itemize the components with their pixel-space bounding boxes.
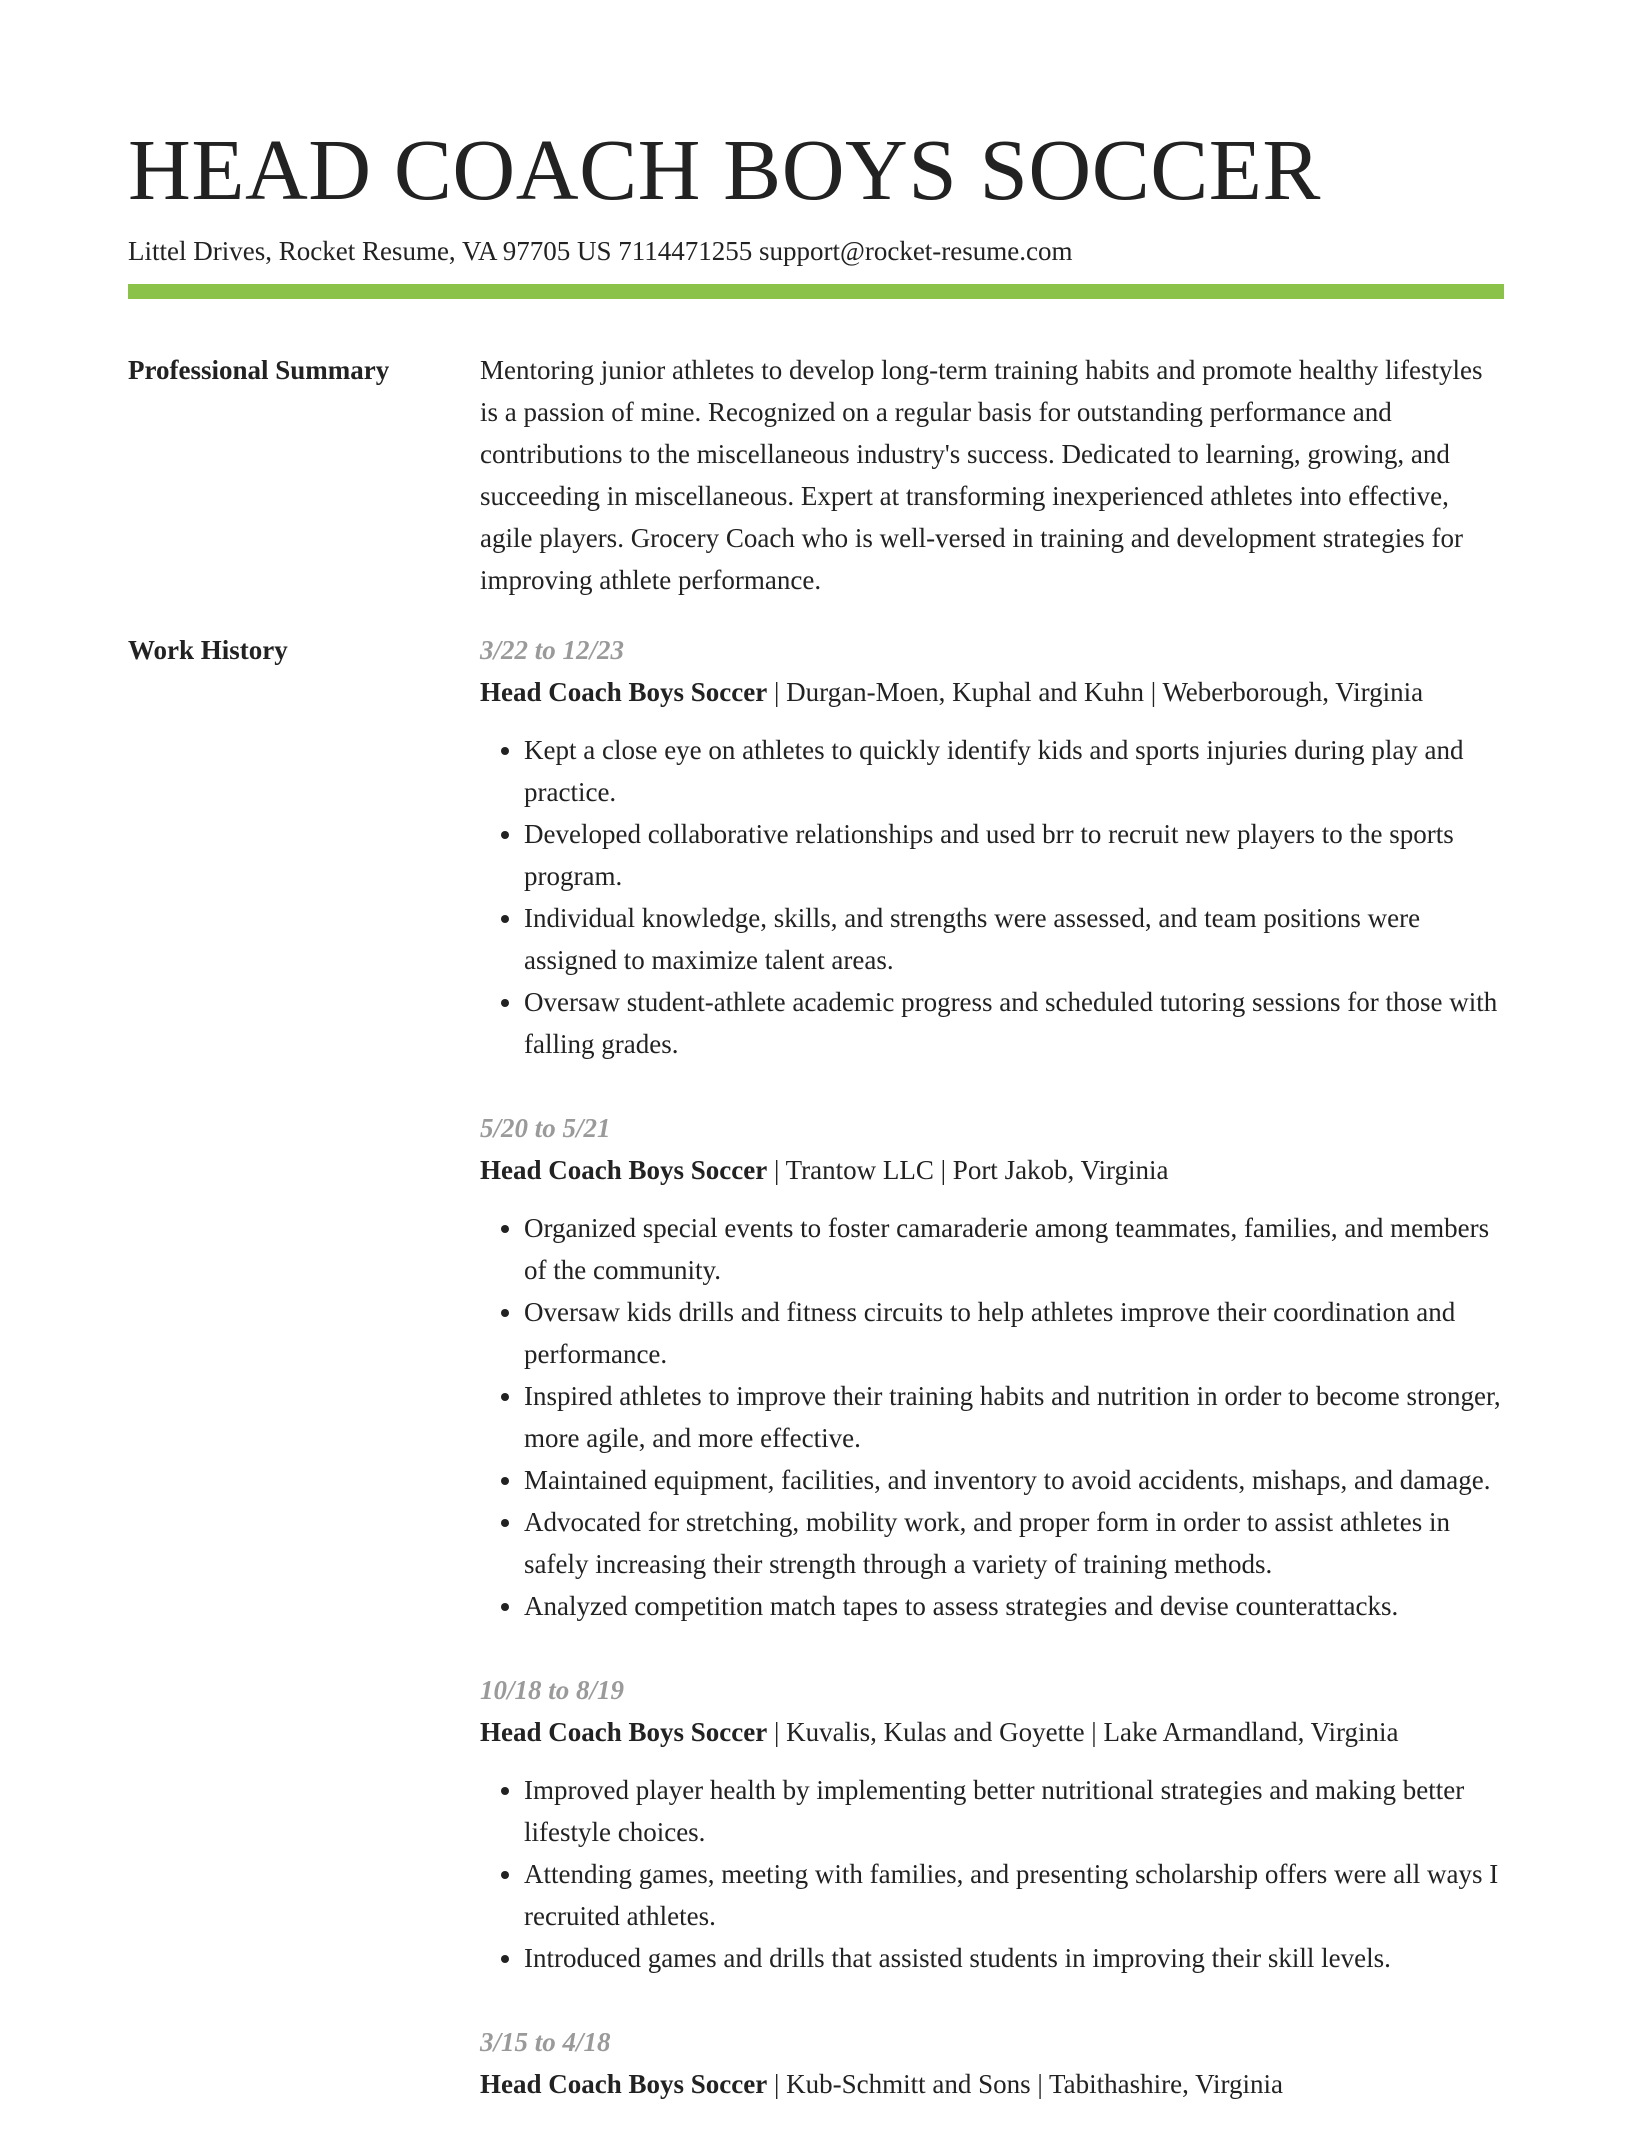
accent-divider [128,284,1504,299]
job-entry [480,2021,1504,2105]
job-duty: • Improved player health by implementing better nutritional strategies and making better lifestyle choices. [524,1769,1504,1853]
work-history-section [128,629,1504,2147]
job-title: Head Coach Boys Soccer [480,1717,768,1747]
job-dates: 3/22 to 12/23 [480,635,625,665]
job-duties-list [480,1769,1504,1979]
job-title: Head Coach Boys Soccer [480,1155,768,1185]
job-duty: • Individual knowledge, skills, and strengths were assessed, and team positions were assigned to maximize talent areas. [524,897,1504,981]
job-duty: • Inspired athletes to improve their training habits and nutrition in order to become stronger, more agile, and more effective. [524,1375,1504,1459]
job-duty: • Analyzed competition match tapes to assess strategies and devise counterattacks. [524,1585,1504,1627]
job-duty: • Maintained equipment, facilities, and inventory to avoid accidents, mishaps, and damage. [524,1459,1504,1501]
summary-body [480,349,1504,601]
job-dates: 3/15 to 4/18 [480,2027,611,2057]
job-employer-location: | Trantow LLC | Port Jakob, Virginia [767,1155,1169,1185]
job-heading [480,2063,1504,2105]
job-duties-list [480,1207,1504,1627]
job-heading [480,1149,1504,1191]
job-employer-location: | Durgan-Moen, Kuphal and Kuhn | Weberborough, Virginia [767,677,1424,707]
job-duty: • Oversaw student-athlete academic progress and scheduled tutoring sessions for those with falling grades. [524,981,1504,1065]
contact-address: Littel Drives, Rocket Resume, VA 97705 US [128,236,612,266]
work-history-heading: Work History [128,635,288,665]
job-duty: • Kept a close eye on athletes to quickly identify kids and sports injuries during play and practice. [524,729,1504,813]
job-title: Head Coach Boys Soccer [480,677,768,707]
job-duty: • Introduced games and drills that assisted students in improving their skill levels. [524,1937,1504,1979]
job-duty: • Oversaw kids drills and fitness circuits to help athletes improve their coordination and performance. [524,1291,1504,1375]
job-duty: • Advocated for stretching, mobility work, and proper form in order to assist athletes in safely increasing their strength through a variety of training methods. [524,1501,1504,1585]
contact-line [128,234,1504,268]
job-duties-list [480,729,1504,1065]
job-title: Head Coach Boys Soccer [480,2069,768,2099]
contact-email: support@rocket-resume.com [758,236,1073,266]
summary-section [128,349,1504,601]
job-dates: 5/20 to 5/21 [480,1113,611,1143]
job-entry [480,1107,1504,1627]
summary-text: Mentoring junior athletes to develop long-term training habits and promote healthy lifestyles is a passion of mine. Recognized on a regular basis for outstanding performance and contributions to the miscellaneous industry's success. Dedicated to learning, growing, and succeeding in miscellaneous. Expert at transforming inexperienced athletes into effective, agile players. Grocery Coach who is well-versed in training and development strategies for improving athlete performance. [480,355,1483,595]
job-duty: • Developed collaborative relationships and used brr to recruit new players to the sports program. [524,813,1504,897]
job-employer-location: | Kub-Schmitt and Sons | Tabithashire, Virginia [767,2069,1283,2099]
contact-phone: 7114471255 [618,236,753,266]
job-duty: • Organized special events to foster camaraderie among teammates, families, and members of the community. [524,1207,1504,1291]
job-duty: • Attending games, meeting with families, and presenting scholarship offers were all ways I recruited athletes. [524,1853,1504,1937]
job-heading [480,1711,1504,1753]
resume-page [128,118,1504,2147]
summary-heading: Professional Summary [128,355,390,385]
resume-name: HEAD COACH BOYS SOCCER [128,121,1321,218]
job-entry [480,1669,1504,1979]
job-entry [480,629,1504,1065]
job-dates: 10/18 to 8/19 [480,1675,625,1705]
work-history-list [480,629,1504,2147]
job-heading [480,671,1504,713]
job-employer-location: | Kuvalis, Kulas and Goyette | Lake Armandland, Virginia [767,1717,1399,1747]
